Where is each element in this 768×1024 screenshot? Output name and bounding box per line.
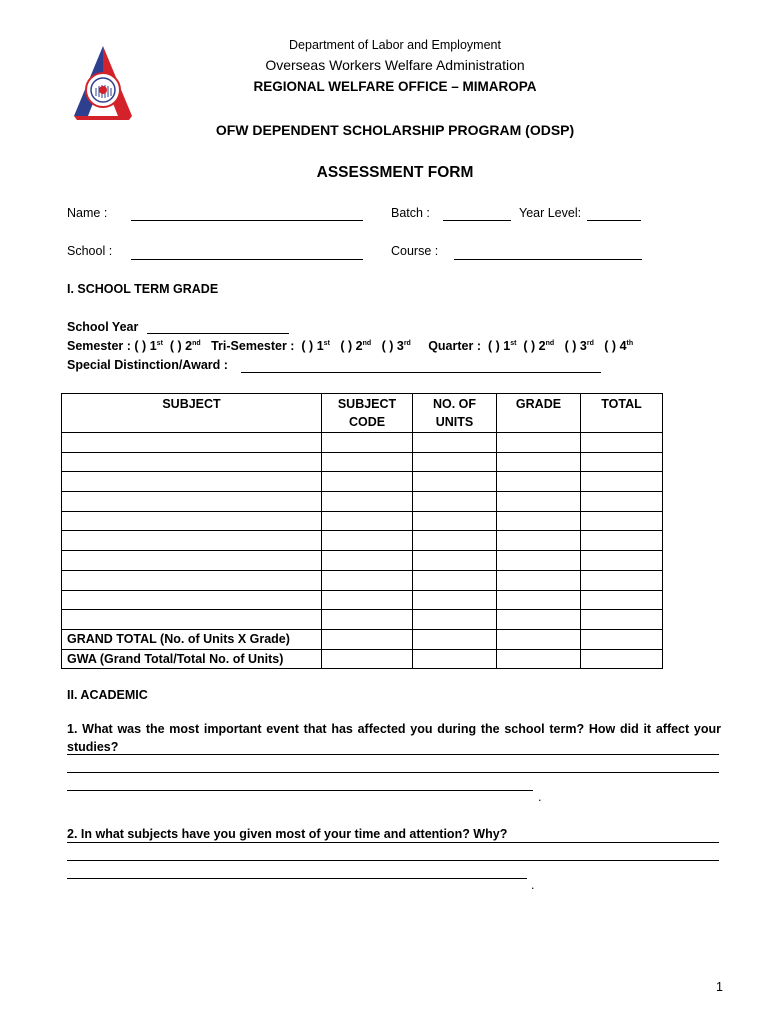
batch-label: Batch : xyxy=(391,206,430,220)
units-cell[interactable] xyxy=(413,531,497,551)
grade-cell[interactable] xyxy=(497,511,581,531)
school-label: School : xyxy=(67,244,113,258)
total-cell[interactable] xyxy=(581,551,663,571)
subject-code-cell[interactable] xyxy=(322,590,413,610)
subject-cell[interactable] xyxy=(62,570,322,590)
subject-cell[interactable] xyxy=(62,551,322,571)
units-cell[interactable] xyxy=(413,492,497,512)
grade-cell[interactable] xyxy=(497,590,581,610)
tri-semester-option-3[interactable]: ( ) 3rd xyxy=(381,339,411,353)
term-options-row xyxy=(67,339,633,353)
table-row xyxy=(62,511,663,531)
school-year-field[interactable] xyxy=(147,333,289,334)
total-header: TOTAL xyxy=(581,394,663,433)
school-field[interactable] xyxy=(131,259,363,260)
gwa-row xyxy=(62,649,663,669)
total-cell[interactable] xyxy=(581,511,663,531)
semester-option-2[interactable]: ( ) 2nd xyxy=(169,339,201,353)
answer-2-period: . xyxy=(531,878,535,892)
grand-total-cell[interactable] xyxy=(497,629,581,649)
gwa-cell[interactable] xyxy=(413,649,497,669)
answer-2-line[interactable] xyxy=(67,860,719,861)
grade-cell[interactable] xyxy=(497,452,581,472)
year-level-field[interactable] xyxy=(587,220,641,221)
grade-cell[interactable] xyxy=(497,551,581,571)
grand-total-row xyxy=(62,629,663,649)
subject-code-cell[interactable] xyxy=(322,511,413,531)
semester-label: Semester : xyxy=(67,339,131,353)
section-1-title: I. SCHOOL TERM GRADE xyxy=(67,282,219,296)
page-number: 1 xyxy=(716,980,723,994)
units-cell[interactable] xyxy=(413,452,497,472)
subject-code-cell[interactable] xyxy=(322,531,413,551)
total-cell[interactable] xyxy=(581,472,663,492)
grade-header: GRADE xyxy=(497,394,581,433)
form-title: ASSESSMENT FORM xyxy=(316,164,474,181)
answer-2-line[interactable] xyxy=(67,842,719,843)
table-row xyxy=(62,531,663,551)
gwa-cell[interactable] xyxy=(322,649,413,669)
grade-cell[interactable] xyxy=(497,570,581,590)
distinction-field[interactable] xyxy=(241,372,601,373)
table-row xyxy=(62,433,663,453)
semester-option-1[interactable]: ( ) 1st xyxy=(134,339,163,353)
subject-cell[interactable] xyxy=(62,610,322,630)
total-cell[interactable] xyxy=(581,590,663,610)
quarter-option-3[interactable]: ( ) 3rd xyxy=(564,339,594,353)
subject-cell[interactable] xyxy=(62,590,322,610)
grade-cell[interactable] xyxy=(497,472,581,492)
grade-cell[interactable] xyxy=(497,433,581,453)
units-cell[interactable] xyxy=(413,570,497,590)
subject-cell[interactable] xyxy=(62,531,322,551)
subject-code-cell[interactable] xyxy=(322,492,413,512)
units-cell[interactable] xyxy=(413,551,497,571)
table-row xyxy=(62,452,663,472)
grade-cell[interactable] xyxy=(497,492,581,512)
batch-field[interactable] xyxy=(443,220,511,221)
subject-cell[interactable] xyxy=(62,511,322,531)
grades-table xyxy=(61,393,663,669)
subject-cell[interactable] xyxy=(62,433,322,453)
subject-code-cell[interactable] xyxy=(322,452,413,472)
course-label: Course : xyxy=(391,244,439,258)
quarter-option-4[interactable]: ( ) 4th xyxy=(604,339,634,353)
subject-code-cell[interactable] xyxy=(322,472,413,492)
units-cell[interactable] xyxy=(413,472,497,492)
subject-code-cell[interactable] xyxy=(322,551,413,571)
grade-cell[interactable] xyxy=(497,531,581,551)
subject-cell[interactable] xyxy=(62,452,322,472)
table-row xyxy=(62,472,663,492)
answer-1-line[interactable] xyxy=(67,754,719,755)
table-row xyxy=(62,590,663,610)
table-row xyxy=(62,551,663,571)
table-header-row xyxy=(62,394,663,433)
units-header: NO. OF UNITS xyxy=(413,394,497,433)
table-row xyxy=(62,610,663,630)
total-cell[interactable] xyxy=(581,433,663,453)
department-name: Department of Labor and Employment xyxy=(289,38,501,52)
subject-code-cell[interactable] xyxy=(322,610,413,630)
table-row xyxy=(62,492,663,512)
gwa-cell[interactable] xyxy=(581,649,663,669)
section-2-title: II. ACADEMIC xyxy=(67,688,148,702)
question-2: 2. In what subjects have you given most of your time and attention? Why? xyxy=(67,827,508,841)
quarter-option-2[interactable]: ( ) 2nd xyxy=(523,339,555,353)
gwa-cell[interactable] xyxy=(497,649,581,669)
answer-2-line[interactable] xyxy=(67,878,527,879)
answer-1-line[interactable] xyxy=(67,772,719,773)
subject-code-cell[interactable] xyxy=(322,570,413,590)
quarter-label: Quarter : xyxy=(428,339,481,353)
units-cell[interactable] xyxy=(413,610,497,630)
grand-total-cell[interactable] xyxy=(413,629,497,649)
course-field[interactable] xyxy=(454,259,642,260)
quarter-option-1[interactable]: ( ) 1st xyxy=(487,339,517,353)
subject-header: SUBJECT xyxy=(62,394,322,433)
subject-cell[interactable] xyxy=(62,492,322,512)
subject-code-cell[interactable] xyxy=(322,433,413,453)
answer-1-line[interactable] xyxy=(67,790,533,791)
units-cell[interactable] xyxy=(413,511,497,531)
total-cell[interactable] xyxy=(581,531,663,551)
tri-semester-option-1[interactable]: ( ) 1st xyxy=(301,339,330,353)
total-cell[interactable] xyxy=(581,452,663,472)
name-label: Name : xyxy=(67,206,108,220)
total-cell[interactable] xyxy=(581,492,663,512)
office-name: REGIONAL WELFARE OFFICE – MIMAROPA xyxy=(253,79,537,94)
subject-code-header: SUBJECT CODE xyxy=(322,394,413,433)
answer-1-period: . xyxy=(538,790,542,804)
grand-total-label: GRAND TOTAL (No. of Units X Grade) xyxy=(62,629,322,649)
agency-name: Overseas Workers Welfare Administration xyxy=(265,57,525,73)
program-title: OFW DEPENDENT SCHOLARSHIP PROGRAM (ODSP) xyxy=(215,122,575,138)
total-cell[interactable] xyxy=(581,610,663,630)
logo-base xyxy=(74,116,132,120)
school-year-label: School Year xyxy=(67,320,139,334)
table-row xyxy=(62,570,663,590)
grand-total-cell[interactable] xyxy=(581,629,663,649)
units-cell[interactable] xyxy=(413,433,497,453)
grand-total-cell[interactable] xyxy=(322,629,413,649)
year-level-label: Year Level: xyxy=(519,206,582,220)
total-cell[interactable] xyxy=(581,570,663,590)
tri-semester-label: Tri-Semester : xyxy=(211,339,295,353)
name-field[interactable] xyxy=(131,220,363,221)
gwa-label: GWA (Grand Total/Total No. of Units) xyxy=(62,649,322,669)
units-cell[interactable] xyxy=(413,590,497,610)
subject-cell[interactable] xyxy=(62,472,322,492)
grade-cell[interactable] xyxy=(497,610,581,630)
question-1: 1. What was the most important event that has affected you during the school term? How did it affect your studies? xyxy=(67,722,721,754)
tri-semester-option-2[interactable]: ( ) 2nd xyxy=(340,339,372,353)
distinction-label: Special Distinction/Award : xyxy=(67,358,228,372)
